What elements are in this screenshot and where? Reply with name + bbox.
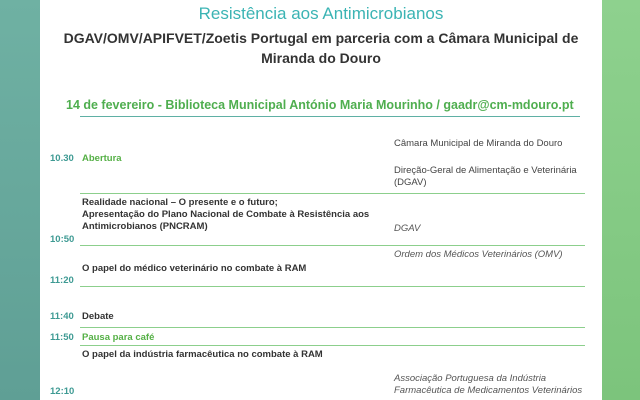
subtitle-line-1: DGAV/OMV/APIFVET/Zoetis Portugal em parceria com a Câmara Municipal de [63,30,579,46]
row-divider [80,286,585,287]
time-industria: 12:10 [50,386,75,397]
label-medico: O papel do médico veterinário no combate à RAM [82,263,307,274]
venue-divider [80,116,580,117]
org-omv: Ordem dos Médicos Veterinários (OMV) [394,249,563,260]
label-debate: Debate [82,311,114,322]
left-color-band [0,0,40,400]
venue-line: 14 de fevereiro - Biblioteca Municipal António Maria Mourinho / gaadr@cm-mdouro.pt [66,98,574,112]
time-realidade: 10:50 [50,234,75,245]
time-medico: 11:20 [50,275,74,286]
label-industria: O papel da indústria farmacêutica no combate à RAM [82,349,323,360]
subtitle-line-2: Miranda do Douro [261,50,381,66]
label-realidade-line-2: Apresentação do Plano Nacional de Combate à Resistência aos [82,209,370,220]
row-divider [80,345,585,346]
label-realidade-line-1: Realidade nacional – O presente e o futuro; [82,197,278,208]
org-apifvet-line-2: Farmacêutica de Medicamentos Veterinários [394,385,583,396]
row-divider [80,327,585,328]
page-title: Resistência aos Antimicrobianos [198,4,444,23]
label-pausa: Pausa para café [82,332,155,343]
label-realidade-line-3: Antimicrobianos (PNCRAM) [82,221,208,232]
program-page [40,0,602,400]
right-color-band [602,0,640,400]
org-camara: Câmara Municipal de Miranda do Douro [394,138,563,149]
org-dgav-line-2: (DGAV) [394,177,427,188]
row-divider [80,245,585,246]
org-dgav: DGAV [394,223,421,234]
time-abertura: 10.30 [50,153,74,164]
time-pausa: 11:50 [50,332,74,343]
page-subtitle [60,28,582,68]
label-abertura: Abertura [82,153,122,164]
time-debate: 11:40 [50,311,74,322]
org-apifvet-line-1: Associação Portuguesa da Indústria [394,373,547,384]
row-divider [80,193,585,194]
org-dgav-line-1: Direção-Geral de Alimentação e Veterinária [394,165,577,176]
